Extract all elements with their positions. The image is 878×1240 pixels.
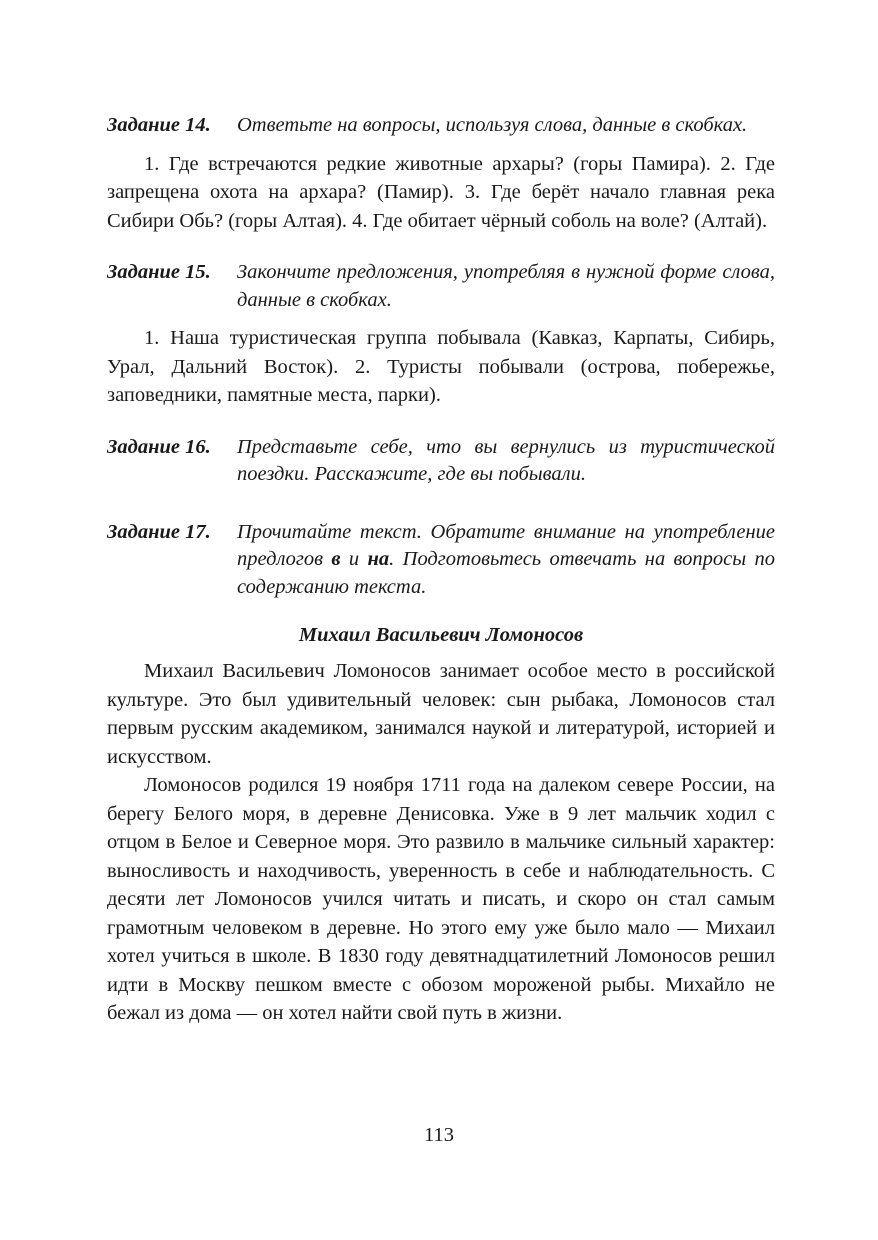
instruction-text: Прочитайте текст. Обратите внимание на употребление предлогов [237, 520, 775, 570]
preposition-v: в [331, 548, 341, 570]
task-body: 1. Где встречаются редкие животные архары? (горы Памира). 2. Где запрещена охота на архара? (Памир). 3. Где берёт начало главная река Сибири Обь? (горы Алтая). 4. Где обитает чёрный соболь на воле? (Алтай). [107, 152, 775, 232]
page-content [107, 112, 775, 1028]
page-number: 113 [424, 1124, 454, 1146]
task-14 [107, 112, 775, 140]
task-body: 1. Наша туристическая группа побывала (Кавказ, Карпаты, Сибирь, Урал, Дальний Восток). 2. Туристы побывали (острова, побережье, заповедники, памятные места, парки). [107, 327, 775, 406]
instruction-text: . Подготовьтесь отвечать на вопросы по содержанию текста. [237, 548, 776, 598]
text-title: Михаил Васильевич Ломоносов [298, 624, 584, 646]
task-instruction: Ответьте на вопросы, используя слова, данные в скобках. [237, 114, 748, 136]
task-label: Задание 16. [107, 435, 211, 458]
text-paragraph: Михаил Васильевич Ломоносов занимает особое место в российской культуре. Это был удивительный человек: сын рыбака, Ломоносов стал первым русским академиком, занимался наукой и литературой, историей и искусством. [107, 660, 775, 768]
task-instruction: Представьте себе, что вы вернулись из туристической поездки. Расскажите, где вы побывали. [237, 435, 775, 485]
task-label: Задание 17. [107, 520, 211, 543]
task-instruction [237, 519, 775, 602]
text-paragraph: Ломоносов родился 19 ноября 1711 года на далеком севере России, на берегу Белого моря, в деревне Денисовка. Уже в 9 лет мальчик ходил с отцом в Белое и Северное моря. Это развило в мальчике сильный характер: выносливость и находчивость, уверенность в себе и наблюдательность. С десяти лет Ломоносов учился читать и писать, и скоро он стал самым грамотным человеком в деревне. Но этого ему уже было мало — Михаил хотел учиться в школе. В 1830 году девятнадцатилетний Ломоносов решил идти в Москву пешком вместе с обозом мороженой рыбы. Михайло не бежал из дома — он хотел найти свой путь в жизни. [107, 774, 775, 1024]
instruction-text: и [340, 548, 368, 570]
task-17 [107, 519, 775, 602]
preposition-na: на [367, 548, 390, 570]
task-15 [107, 259, 775, 314]
task-16 [107, 434, 775, 489]
task-label: Задание 14. [107, 114, 211, 136]
task-instruction: Закончите предложения, употребляя в нужной форме слова, данные в скобках. [237, 261, 775, 311]
task-label: Задание 15. [107, 261, 211, 283]
